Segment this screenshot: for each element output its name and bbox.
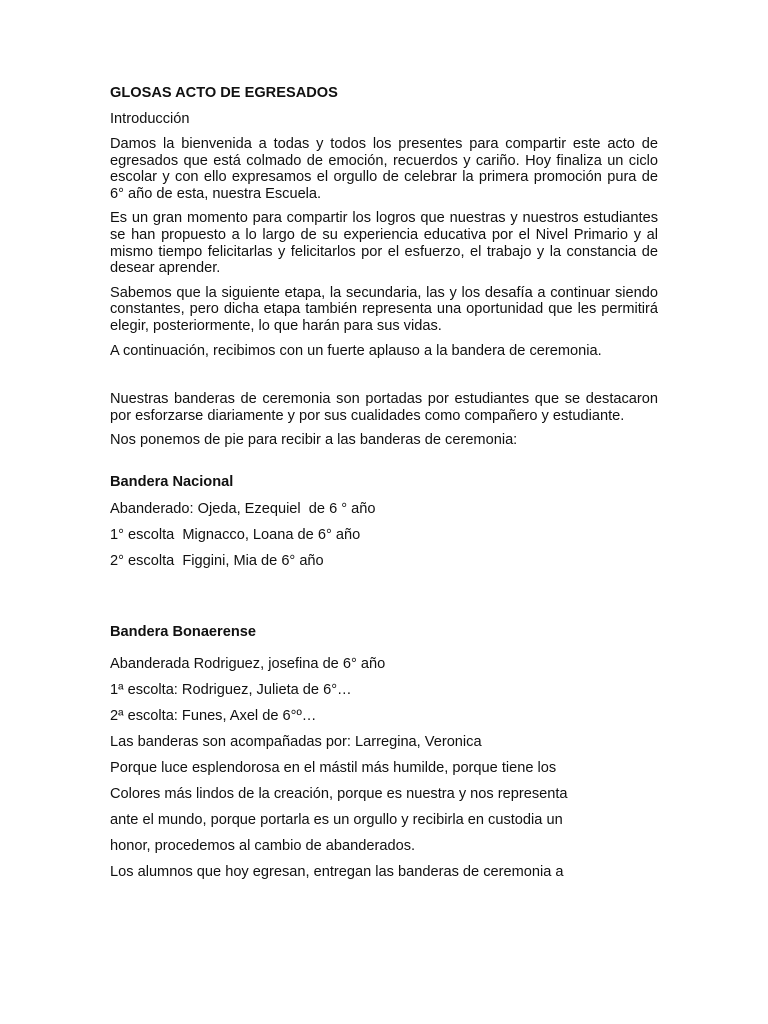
document-title: GLOSAS ACTO DE EGRESADOS (110, 85, 338, 101)
section-heading-bandera-nacional: Bandera Nacional (110, 473, 234, 490)
nacional-escolta-2: 2° escolta Figgini, Mia de 6° año (110, 552, 324, 569)
paragraph-flag-applause: A continuación, recibimos con un fuerte aplauso a la bandera de ceremonia. (110, 342, 602, 359)
bonaerense-acompanante: Las banderas son acompañadas por: Larregina, Veronica (110, 733, 482, 750)
bonaerense-text-line: Los alumnos que hoy egresan, entregan las banderas de ceremonia a (110, 863, 564, 880)
bonaerense-text-line: Porque luce esplendorosa en el mástil más humilde, porque tiene los (110, 759, 557, 776)
spacer (110, 579, 658, 623)
paragraph-achievements: Es un gran momento para compartir los logros que nuestras y nuestros estudiantes se han propuesto a lo largo de su experiencia educativa por el Nivel Primario y al mismo tiempo felicitarlas y felicitarlos por el esfuerzo, el trabajo y la constancia de desear aprender. (110, 210, 658, 277)
bonaerense-text-line: honor, procedemos al cambio de abanderados. (110, 837, 416, 854)
intro-label: Introducción (110, 111, 190, 127)
nacional-escolta-1: 1° escolta Mignacco, Loana de 6° año (110, 526, 361, 543)
section-heading-bandera-bonaerense: Bandera Bonaerense (110, 623, 256, 640)
nacional-abanderado: Abanderado: Ojeda, Ezequiel de 6 ° año (110, 500, 376, 517)
spacer (110, 457, 658, 473)
bonaerense-abanderada: Abanderada Rodriguez, josefina de 6° año (110, 655, 386, 672)
bonaerense-escolta-1: 1ª escolta: Rodriguez, Julieta de 6°… (110, 681, 352, 698)
spacer (110, 367, 658, 391)
paragraph-flag-bearers: Nuestras banderas de ceremonia son portadas por estudiantes que se destacaron por esforzarse diariamente y por sus cualidades como compañero y estudiante. (110, 391, 658, 424)
paragraph-stand-up: Nos ponemos de pie para recibir a las banderas de ceremonia: (110, 432, 518, 449)
paragraph-next-stage: Sabemos que la siguiente etapa, la secundaria, las y los desafía a continuar siendo constantes, pero dicha etapa también representa una oportunidad que les permitirá elegir, posteriormente, lo que harán para sus vidas. (110, 284, 658, 334)
document-body (110, 84, 658, 885)
bonaerense-text-line: ante el mundo, porque portarla es un orgullo y recibirla en custodia un (110, 811, 563, 828)
paragraph-welcome: Damos la bienvenida a todas y todos los presentes para compartir este acto de egresados que está colmado de emoción, recuerdos y cariño. Hoy finaliza un ciclo escolar y con ello expresamos el orgullo de celebrar la primera promoción pura de 6° año de esta, nuestra Escuela. (110, 136, 658, 202)
bonaerense-text-line: Colores más lindos de la creación, porque es nuestra y nos representa (110, 785, 568, 802)
bonaerense-escolta-2: 2ª escolta: Funes, Axel de 6°º… (110, 707, 317, 724)
